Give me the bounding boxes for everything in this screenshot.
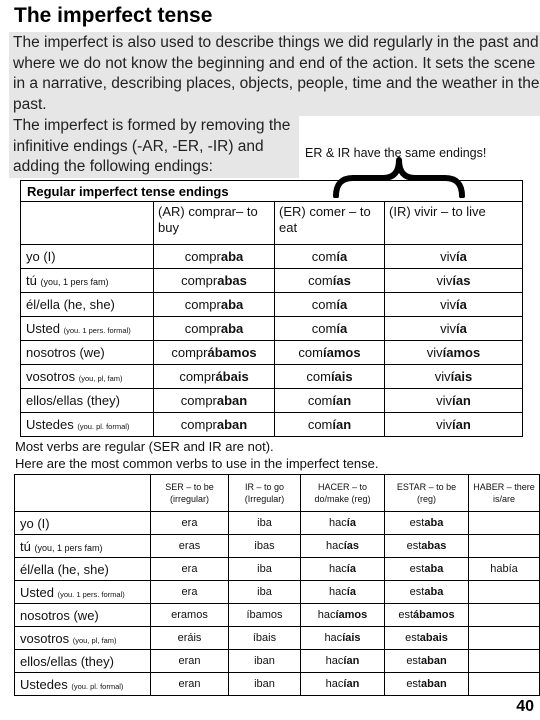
verb-stem: compr bbox=[180, 393, 217, 408]
person-label: él/ella (he, she) bbox=[26, 297, 115, 312]
haber-form bbox=[469, 673, 540, 696]
table-header-row bbox=[15, 475, 540, 512]
ar-form bbox=[154, 317, 275, 341]
person-cell bbox=[21, 293, 154, 317]
verb-stem: com bbox=[311, 297, 337, 312]
table-row bbox=[21, 413, 523, 437]
ser-form: eras bbox=[151, 535, 229, 558]
verb-stem: est bbox=[409, 586, 425, 598]
verb-stem: com bbox=[298, 345, 323, 360]
er-form bbox=[275, 413, 385, 437]
table-row bbox=[15, 558, 540, 581]
haber-form bbox=[469, 627, 540, 650]
person-detail: (you. 1 pers. formal) bbox=[63, 326, 131, 335]
verb-ending: aba bbox=[424, 586, 444, 598]
person-label: yo (I) bbox=[20, 515, 50, 531]
ir-form bbox=[385, 389, 523, 413]
regular-endings-table bbox=[20, 180, 523, 437]
ser-form: eran bbox=[151, 673, 229, 696]
person-label: él/ella (he, she) bbox=[20, 561, 109, 577]
verb-stem: hac bbox=[324, 632, 343, 644]
hacer-form bbox=[301, 604, 385, 627]
hacer-form bbox=[301, 627, 385, 650]
haber-form bbox=[469, 535, 540, 558]
person-detail: (you, 1 pers fam) bbox=[34, 542, 103, 553]
verb-ending: aba bbox=[220, 297, 244, 312]
person-cell bbox=[21, 413, 154, 437]
verb-stem: viv bbox=[434, 369, 451, 384]
formation-text: The imperfect is formed by removing the infinitive endings (-AR, -ER, -IR) and adding the following endings: bbox=[13, 117, 291, 175]
column-header: SER – to be (irregular) bbox=[151, 475, 229, 512]
table-row bbox=[15, 512, 540, 535]
person-cell bbox=[21, 365, 154, 389]
verb-stem: compr bbox=[184, 321, 221, 336]
verb-ending: ábais bbox=[215, 369, 249, 384]
haber-form bbox=[469, 650, 540, 673]
haber-form bbox=[469, 581, 540, 604]
verb-stem: hac bbox=[329, 563, 347, 575]
verb-ending: abas bbox=[217, 273, 247, 288]
verb-stem: est bbox=[406, 678, 421, 690]
verb-ending: ábamos bbox=[207, 345, 257, 360]
verb-ending: ía bbox=[456, 321, 467, 336]
person-label: ellos/ellas (they) bbox=[20, 653, 114, 669]
ar-form bbox=[154, 293, 275, 317]
person-cell bbox=[21, 317, 154, 341]
header-blank bbox=[21, 202, 154, 245]
verb-ending: ían bbox=[332, 417, 352, 432]
person-label: vosotros bbox=[20, 630, 70, 646]
ir-form bbox=[385, 269, 523, 293]
ir-form bbox=[385, 413, 523, 437]
haber-form bbox=[469, 512, 540, 535]
haber-form bbox=[469, 604, 540, 627]
estar-form bbox=[385, 673, 469, 696]
table-title: Regular imperfect tense endings bbox=[21, 181, 523, 202]
verb-ending: íamos bbox=[322, 345, 361, 360]
ir-form: iban bbox=[229, 650, 301, 673]
table-row bbox=[21, 365, 523, 389]
verb-stem: viv bbox=[436, 393, 453, 408]
verb-stem: compr bbox=[180, 417, 217, 432]
person-cell bbox=[15, 581, 151, 604]
er-form bbox=[275, 341, 385, 365]
verb-stem: compr bbox=[184, 297, 221, 312]
verb-ending: ían bbox=[343, 678, 360, 690]
table-row bbox=[21, 293, 523, 317]
table-row bbox=[21, 389, 523, 413]
ir-form: íbamos bbox=[229, 604, 301, 627]
verb-stem: com bbox=[311, 321, 337, 336]
table-row bbox=[15, 535, 540, 558]
verb-ending: ías bbox=[343, 540, 360, 552]
irregular-verbs-note bbox=[15, 438, 378, 472]
estar-form bbox=[385, 535, 469, 558]
person-label: Ustedes bbox=[20, 676, 68, 692]
hacer-form bbox=[301, 581, 385, 604]
verb-stem: hac bbox=[325, 540, 344, 552]
verb-ending: ían bbox=[343, 655, 360, 667]
verb-stem: est bbox=[409, 517, 425, 529]
formation-box bbox=[9, 116, 299, 178]
er-form bbox=[275, 317, 385, 341]
table-row bbox=[15, 673, 540, 696]
verb-stem: viv bbox=[436, 417, 453, 432]
verb-ending: ían bbox=[452, 393, 471, 408]
person-detail: (you, 1 pers fam) bbox=[40, 277, 109, 287]
verb-ending: aba bbox=[424, 517, 444, 529]
verb-stem: est bbox=[406, 540, 422, 552]
verb-ending: íais bbox=[450, 369, 473, 384]
column-header: ESTAR – to be (reg) bbox=[385, 475, 469, 512]
ser-form: era bbox=[151, 558, 229, 581]
ir-form bbox=[385, 245, 523, 269]
verb-ending: ía bbox=[346, 563, 356, 575]
er-form bbox=[275, 389, 385, 413]
page-title: The imperfect tense bbox=[14, 4, 213, 27]
ser-form: eran bbox=[151, 650, 229, 673]
person-detail: (you. pl. formal) bbox=[71, 681, 124, 691]
verb-stem: com bbox=[306, 369, 331, 384]
person-cell bbox=[15, 673, 151, 696]
person-cell bbox=[15, 512, 151, 535]
verb-stem: est bbox=[398, 609, 414, 621]
person-detail: (you. pl. formal) bbox=[77, 422, 130, 431]
hacer-form bbox=[301, 650, 385, 673]
table-row bbox=[21, 245, 523, 269]
verb-ending: ían bbox=[332, 393, 352, 408]
ser-form: era bbox=[151, 581, 229, 604]
person-detail: (you. 1 pers. formal) bbox=[57, 589, 125, 599]
ir-form: iban bbox=[229, 673, 301, 696]
person-detail: (you, pl, fam) bbox=[78, 374, 123, 383]
table-header-row bbox=[21, 202, 523, 245]
verb-ending: ían bbox=[452, 417, 471, 432]
estar-form bbox=[385, 604, 469, 627]
table-title-row bbox=[21, 181, 523, 202]
column-header: (ER) comer – to eat bbox=[275, 202, 385, 245]
verb-stem: hac bbox=[325, 655, 344, 667]
hacer-form bbox=[301, 535, 385, 558]
same-endings-note: ER & IR have the same endings! bbox=[305, 146, 487, 160]
note-line-1: Most verbs are regular (SER and IR are not). bbox=[15, 439, 274, 454]
ar-form bbox=[154, 269, 275, 293]
ar-form bbox=[154, 365, 275, 389]
person-label: vosotros bbox=[26, 369, 76, 384]
ir-form bbox=[385, 293, 523, 317]
column-header: (IR) vivir – to live bbox=[385, 202, 523, 245]
person-label: yo (I) bbox=[26, 249, 56, 264]
hacer-form bbox=[301, 673, 385, 696]
verb-ending: abas bbox=[421, 540, 447, 552]
verb-stem: compr bbox=[179, 369, 216, 384]
table-row bbox=[15, 604, 540, 627]
verb-ending: abais bbox=[419, 632, 448, 644]
person-label: Ustedes bbox=[26, 417, 74, 432]
ar-form bbox=[154, 413, 275, 437]
verb-stem: hac bbox=[329, 517, 347, 529]
page-number: 40 bbox=[516, 698, 534, 715]
person-label: tú bbox=[26, 273, 37, 288]
verb-ending: ía bbox=[346, 517, 356, 529]
ser-form: era bbox=[151, 512, 229, 535]
haber-form: había bbox=[469, 558, 540, 581]
er-form bbox=[275, 365, 385, 389]
ser-form: eráis bbox=[151, 627, 229, 650]
verb-stem: com bbox=[308, 273, 333, 288]
ar-form bbox=[154, 389, 275, 413]
person-cell bbox=[15, 604, 151, 627]
verb-stem: com bbox=[311, 249, 337, 264]
person-label: ellos/ellas (they) bbox=[26, 393, 120, 408]
ir-form: iba bbox=[229, 512, 301, 535]
person-label: nosotros (we) bbox=[26, 345, 105, 360]
person-label: tú bbox=[20, 538, 31, 554]
table-row bbox=[21, 269, 523, 293]
verb-stem: compr bbox=[171, 345, 208, 360]
verb-stem: est bbox=[409, 563, 425, 575]
ir-form: íbais bbox=[229, 627, 301, 650]
ir-form bbox=[385, 365, 523, 389]
person-cell bbox=[21, 245, 154, 269]
person-cell bbox=[15, 535, 151, 558]
ar-form bbox=[154, 245, 275, 269]
verb-ending: íais bbox=[330, 369, 353, 384]
verb-ending: ábamos bbox=[413, 609, 455, 621]
verb-ending: aban bbox=[421, 678, 447, 690]
verb-stem: compr bbox=[184, 249, 221, 264]
estar-form bbox=[385, 512, 469, 535]
person-label: Usted bbox=[20, 584, 54, 600]
verb-ending: aba bbox=[220, 321, 244, 336]
er-form bbox=[275, 245, 385, 269]
header-blank bbox=[15, 475, 151, 512]
verb-stem: viv bbox=[436, 273, 453, 288]
verb-stem: hac bbox=[325, 678, 344, 690]
verb-ending: aba bbox=[424, 563, 444, 575]
verb-ending: ía bbox=[336, 249, 348, 264]
verb-stem: viv bbox=[440, 249, 457, 264]
person-cell bbox=[21, 269, 154, 293]
column-header: (AR) comprar– to buy bbox=[154, 202, 275, 245]
note-line-2: Here are the most common verbs to use in the imperfect tense. bbox=[15, 456, 379, 471]
table-row bbox=[15, 650, 540, 673]
verb-ending: ía bbox=[336, 321, 348, 336]
hacer-form bbox=[301, 558, 385, 581]
person-label: nosotros (we) bbox=[20, 607, 99, 623]
person-cell bbox=[15, 650, 151, 673]
verb-stem: viv bbox=[440, 297, 457, 312]
verb-stem: viv bbox=[426, 345, 443, 360]
verb-ending: ías bbox=[332, 273, 351, 288]
table-row bbox=[21, 341, 523, 365]
person-cell bbox=[15, 558, 151, 581]
ir-form bbox=[385, 341, 523, 365]
ir-form: iba bbox=[229, 581, 301, 604]
hacer-form bbox=[301, 512, 385, 535]
estar-form bbox=[385, 558, 469, 581]
column-header: IR – to go (Irregular) bbox=[229, 475, 301, 512]
verb-stem: hac bbox=[329, 586, 347, 598]
verb-stem: com bbox=[307, 417, 333, 432]
estar-form bbox=[385, 627, 469, 650]
verb-ending: ía bbox=[456, 297, 467, 312]
verb-ending: íamos bbox=[442, 345, 481, 360]
ar-form bbox=[154, 341, 275, 365]
column-header: HACER – to do/make (reg) bbox=[301, 475, 385, 512]
ser-form: eramos bbox=[151, 604, 229, 627]
verb-ending: aban bbox=[216, 417, 248, 432]
verb-ending: ía bbox=[346, 586, 356, 598]
ir-form: ibas bbox=[229, 535, 301, 558]
person-cell bbox=[21, 341, 154, 365]
ir-form bbox=[385, 317, 523, 341]
verb-stem: hac bbox=[317, 609, 336, 621]
verb-stem: compr bbox=[181, 273, 218, 288]
er-form bbox=[275, 293, 385, 317]
person-cell bbox=[15, 627, 151, 650]
verb-ending: ías bbox=[452, 273, 471, 288]
verb-stem: com bbox=[307, 393, 333, 408]
person-label: Usted bbox=[26, 321, 60, 336]
er-form bbox=[275, 269, 385, 293]
column-header: HABER – there is/are bbox=[469, 475, 540, 512]
table-row bbox=[15, 581, 540, 604]
intro-text: The imperfect is also used to describe things we did regularly in the past and where we do not know the beginning and end of the action. It sets the scene in a narrative, describing places, objects, people, time and the weather in the past. bbox=[13, 34, 540, 113]
verb-ending: aban bbox=[421, 655, 447, 667]
verb-stem: est bbox=[406, 655, 421, 667]
person-cell bbox=[21, 389, 154, 413]
estar-form bbox=[385, 581, 469, 604]
person-detail: (you, pl, fam) bbox=[72, 635, 117, 645]
ir-form: iba bbox=[229, 558, 301, 581]
table-row bbox=[21, 317, 523, 341]
verb-stem: viv bbox=[440, 321, 457, 336]
table-row bbox=[15, 627, 540, 650]
common-verbs-table bbox=[14, 474, 540, 696]
verb-stem: est bbox=[405, 632, 420, 644]
estar-form bbox=[385, 650, 469, 673]
verb-ending: ía bbox=[336, 297, 348, 312]
verb-ending: aba bbox=[220, 249, 244, 264]
verb-ending: íais bbox=[342, 632, 361, 644]
verb-ending: íamos bbox=[335, 609, 368, 621]
verb-ending: aban bbox=[216, 393, 248, 408]
intro-box bbox=[9, 32, 540, 116]
verb-ending: ía bbox=[456, 249, 467, 264]
